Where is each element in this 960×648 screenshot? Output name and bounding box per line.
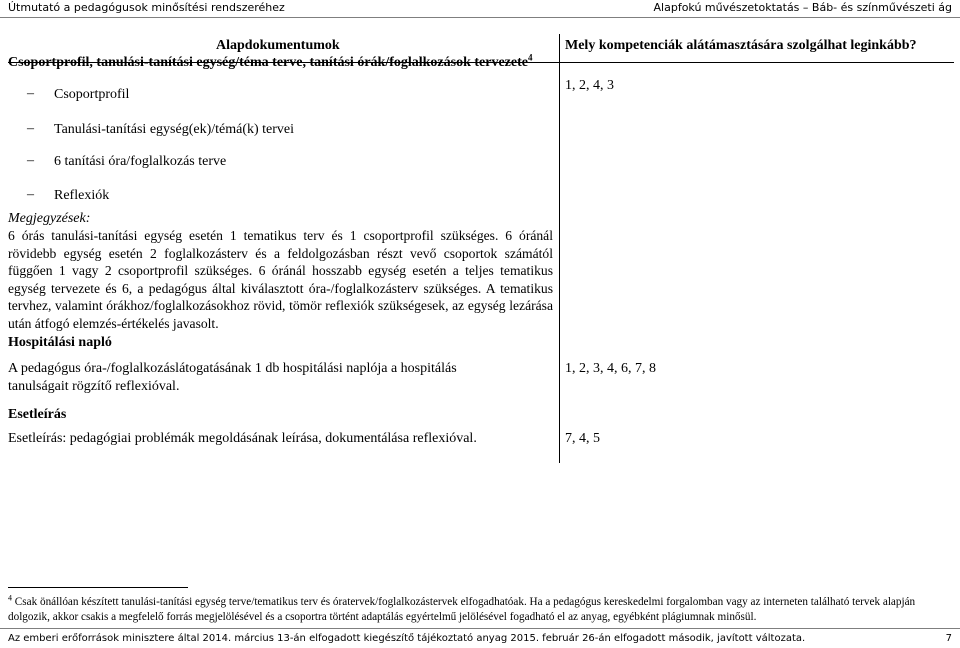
notes-paragraph: 6 órás tanulási-tanítási egység esetén 1 tematikus terv és 1 csoportprofil szükséges. 6 óránál rövidebb egység esetén 2 foglalkozásterv és a feldolgozásban részt vevő csoportok számától függően 1 vagy 2 csoportprofil szükséges. 6 óránál hosszabb egység esetén a teljes tematikus egység tervezete és 6, a pedagógus által kiválasztott óra-/foglalkozásterv szükséges. A tematikus tervhez, valamint órákhoz/foglalkozásokhoz rövid, tömör reflexiók szükségesek, az egység lezárása után átfogó elemzés-értékelés javasolt. <box>8 228 553 331</box>
item-unit-plans: Tanulási-tanítási egység(ek)/témá(k) tervei <box>54 122 295 137</box>
footnote-number: 4 <box>8 593 12 603</box>
footnote-separator <box>8 587 188 588</box>
page-number: 7 <box>945 633 952 644</box>
bullet-dash: – <box>27 86 34 101</box>
item-csoportprofil: Csoportprofil <box>54 87 130 102</box>
footer-text: Az emberi erőforrások minisztere által 2014. március 13-án elfogadott kiegészítő tájékoztató anyag 2015. február 26-án elfogadott második, javított változata. <box>8 633 806 644</box>
section1-title: Csoportprofil, tanulási-tanítási egység/téma terve, tanítási órák/foglalkozások tervezete$^4$ <box>8 52 533 70</box>
item-lesson-plans: 6 tanítási óra/foglalkozás terve <box>54 154 227 169</box>
section2-text-line2: tanulságait rögzítő reflexióval. <box>8 379 180 394</box>
col1-header: Alapdokumentumok <box>216 38 340 53</box>
bullet-dash: – <box>27 153 34 168</box>
footnote-ref: 4 <box>528 52 533 63</box>
footnote-text: Csak önállóan készített tanulási-tanítási egység terve/tematikus terv és óratervek/foglalkozástervek elfogadhatóak. Ha a pedagógus kereskedelmi forgalomban vagy az interneten található tervek alapján dolgozik, akkor csakis a megfelelő forrás megjelölésével és a csoportra történt adaptálás egyértelmű jelölésével fogadható el az anyag, egyébként plágiumnak minősül. <box>8 596 916 623</box>
section3-competencies: 7, 4, 5 <box>565 431 600 446</box>
col2-header: Mely kompetenciák alátámasztására szolgálhat leginkább? <box>565 38 917 53</box>
page-header <box>0 0 960 18</box>
footnote <box>8 595 953 625</box>
section2-text-line1: A pedagógus óra-/foglalkozáslátogatásának 1 db hospitálási naplója a hospitálás <box>8 361 457 376</box>
item-reflections: Reflexiók <box>54 188 110 203</box>
documents-table <box>8 34 954 467</box>
header-left-title: Útmutató a pedagógusok minősítési rendszeréhez <box>8 1 285 14</box>
bullet-dash: – <box>27 121 34 136</box>
column-divider <box>559 34 560 463</box>
section1-competencies: 1, 2, 4, 3 <box>565 78 614 93</box>
page-footer <box>0 628 960 648</box>
section3-text: Esetleírás: pedagógiai problémák megoldásának leírása, dokumentálása reflexióval. <box>8 431 477 446</box>
section2-competencies: 1, 2, 3, 4, 6, 7, 8 <box>565 361 656 376</box>
section3-title: Esetleírás <box>8 407 67 422</box>
section2-title: Hospitálási napló <box>8 335 112 350</box>
bullet-dash: – <box>27 187 34 202</box>
header-right-title: Alapfokú művészetoktatás – Báb- és színművészeti ág <box>653 1 952 14</box>
notes-label: Megjegyzések: <box>8 211 91 226</box>
